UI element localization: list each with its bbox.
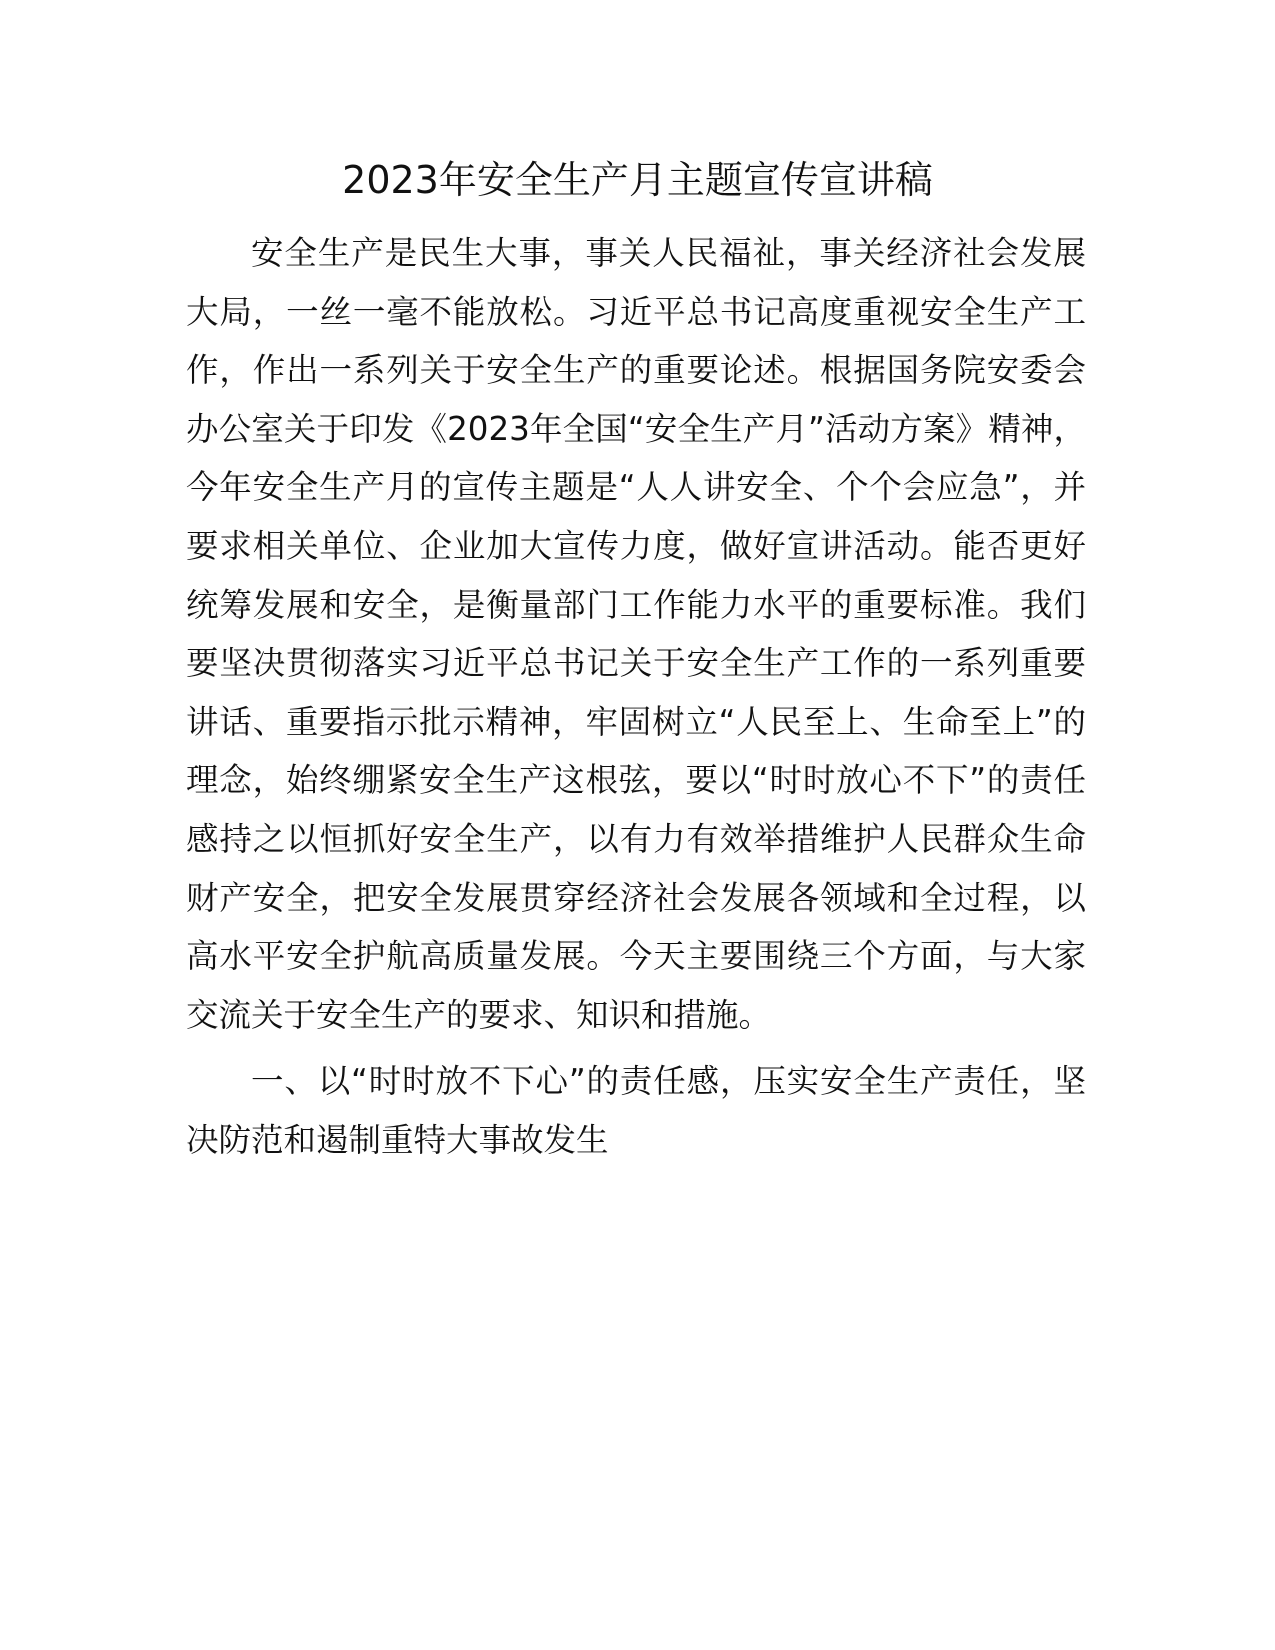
intro-paragraph: 安全生产是民生大事，事关人民福祉，事关经济社会发展大局，一丝一毫不能放松。习近平总书记高度重视安全生产工作，作出一系列关于安全生产的重要论述。根据国务院安委会办公室关于印发《2023年全国“安全生产月”活动方案》精神，今年安全生产月的宣传主题是“人人讲安全、个个会应急”，并要求相关单位、企业加大宣传力度，做好宣讲活动。能否更好统筹发展和安全，是衡量部门工作能力水平的重要标准。我们要坚决贯彻落实习近平总书记关于安全生产工作的一系列重要讲话、重要指示批示精神，牢固树立“人民至上、生命至上”的理念，始终绷紧安全生产这根弦，要以“时时放心不下”的责任感持之以恒抓好安全生产，以有力有效举措维护人民群众生命财产安全，把安全发展贯穿经济社会发展各领域和全过程，以高水平安全护航高质量发展。今天主要围绕三个方面，与大家交流关于安全生产的要求、知识和措施。 (186, 234, 1086, 1034)
document-body (186, 224, 1086, 1170)
section-heading-1: 一、以“时时放不下心”的责任感，压实安全生产责任，坚决防范和遏制重特大事故发生 (186, 1062, 1086, 1159)
document-title: 2023年安全生产月主题宣传宣讲稿 (342, 158, 933, 202)
